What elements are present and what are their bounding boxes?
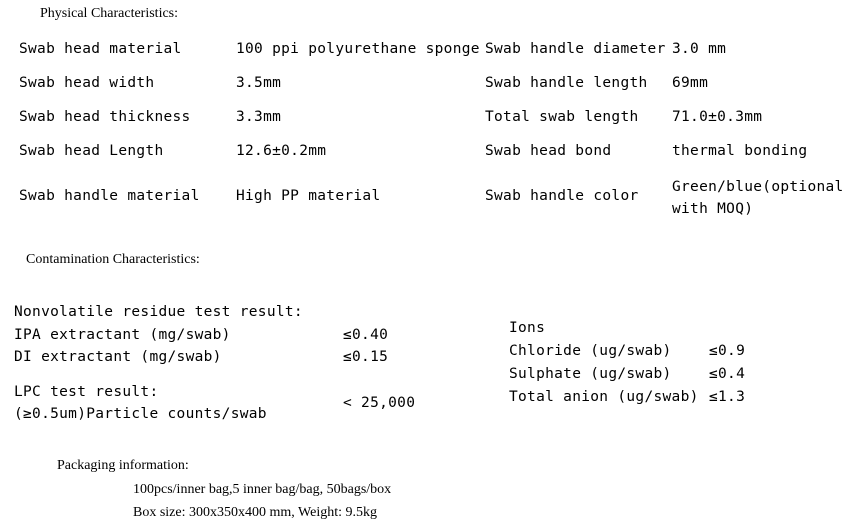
row4-value: 12.6±0.2mm xyxy=(236,143,327,159)
chloride-value: ≤0.9 xyxy=(709,343,746,359)
ipa-label: IPA extractant (mg/swab) xyxy=(14,327,231,343)
di-value: ≤0.15 xyxy=(343,349,389,365)
packaging-line1: 100pcs/inner bag,5 inner bag/bag, 50bags/box xyxy=(133,482,392,497)
row2-value2: 69mm xyxy=(672,75,709,91)
chloride-label: Chloride (ug/swab) xyxy=(509,343,672,359)
row5-value2: Green/blue(optional with MOQ) xyxy=(672,179,844,217)
ions-heading: Ions xyxy=(509,320,546,336)
packaging-line2: Box size: 300x350x400 mm, Weight: 9.5kg xyxy=(133,505,377,520)
total-anion-value: ≤1.3 xyxy=(709,389,746,405)
ipa-value: ≤0.40 xyxy=(343,327,389,343)
lpc-label: (≥0.5um)Particle counts/swab xyxy=(14,406,267,422)
row2-label: Swab head width xyxy=(19,75,155,91)
row3-label2: Total swab length xyxy=(485,109,639,125)
physical-heading: Physical Characteristics: xyxy=(40,6,179,21)
di-label: DI extractant (mg/swab) xyxy=(14,349,222,365)
row4-label2: Swab head bond xyxy=(485,143,612,159)
row5-label2: Swab handle color xyxy=(485,188,639,204)
nvr-heading: Nonvolatile residue test result: xyxy=(14,304,303,320)
row1-value: 100 ppi polyurethane sponge xyxy=(236,41,480,57)
row4-label: Swab head Length xyxy=(19,143,164,159)
row3-value2: 71.0±0.3mm xyxy=(672,109,763,125)
total-anion-label: Total anion (ug/swab) xyxy=(509,389,699,405)
row4-value2: thermal bonding xyxy=(672,143,808,159)
contamination-heading: Contamination Characteristics: xyxy=(26,252,200,267)
lpc-value: < 25,000 xyxy=(343,395,416,411)
row1-label2: Swab handle diameter xyxy=(485,41,666,57)
row3-label: Swab head thickness xyxy=(19,109,191,125)
row2-value: 3.5mm xyxy=(236,75,282,91)
row3-value: 3.3mm xyxy=(236,109,282,125)
row5-label: Swab handle material xyxy=(19,188,200,204)
row5-value: High PP material xyxy=(236,188,381,204)
packaging-heading: Packaging information: xyxy=(57,458,189,473)
sulphate-value: ≤0.4 xyxy=(709,366,746,382)
row2-label2: Swab handle length xyxy=(485,75,648,91)
lpc-heading: LPC test result: xyxy=(14,384,159,400)
row1-label: Swab head material xyxy=(19,41,182,57)
sulphate-label: Sulphate (ug/swab) xyxy=(509,366,672,382)
row1-value2: 3.0 mm xyxy=(672,41,727,57)
